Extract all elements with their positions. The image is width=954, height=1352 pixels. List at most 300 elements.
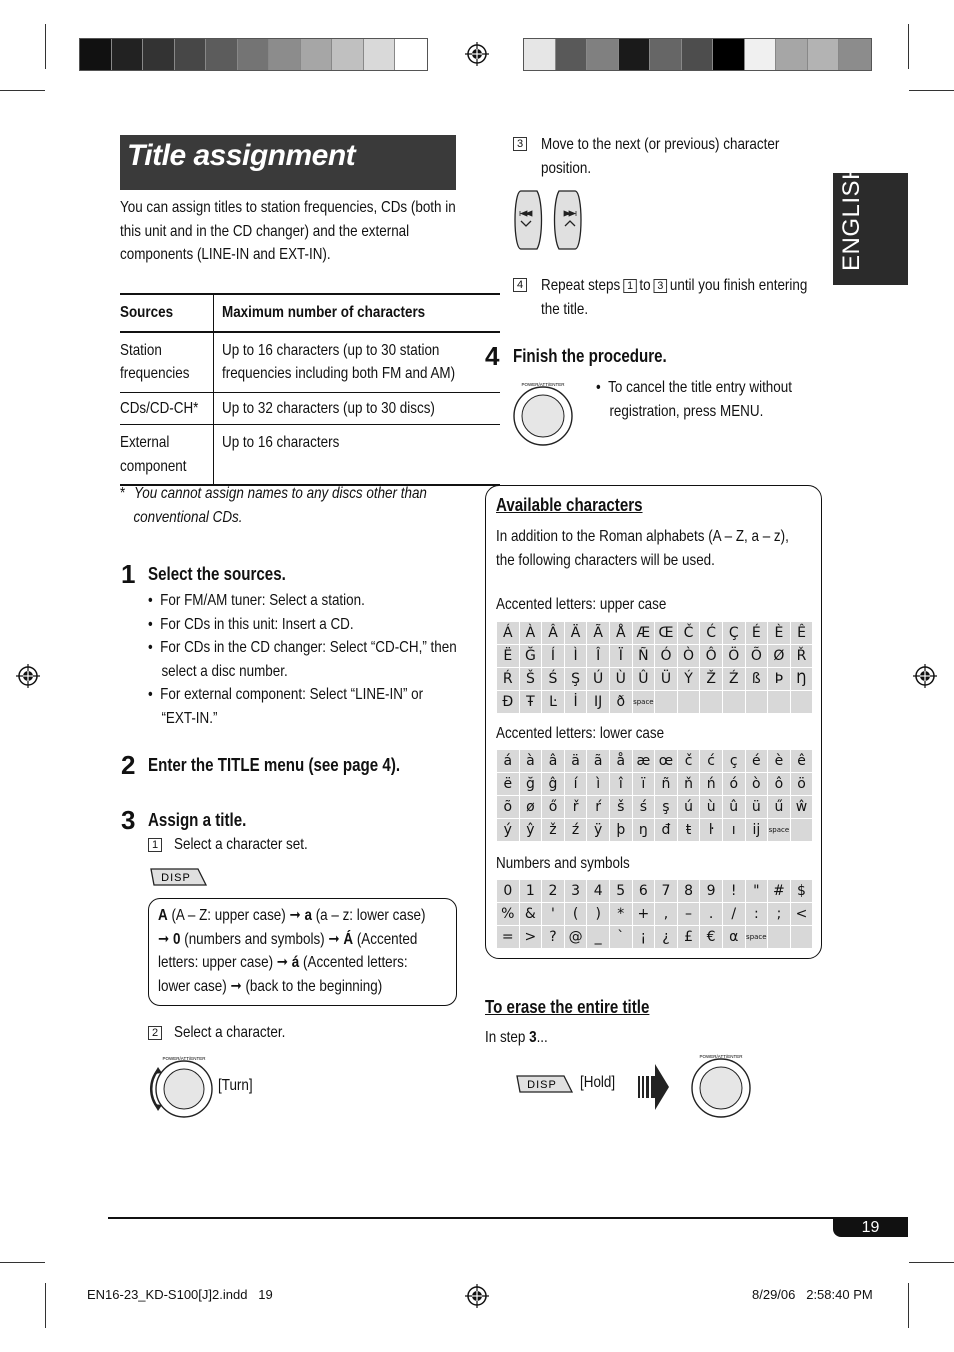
table-cell [214,392,500,425]
character-cell: / [723,903,746,926]
control-dial-icon[interactable] [688,1050,754,1120]
character-cell: @ [565,926,588,949]
sequence-text-part: (A – Z: upper case) [167,907,290,924]
character-cell: û [723,796,746,819]
desc-line: the following characters will be used. [496,551,715,569]
table-row [120,425,500,486]
color-swatch [556,39,588,70]
language-tab [833,162,908,285]
character-cell: Í [542,645,565,668]
substep-2 [148,1024,307,1042]
color-swatch [395,39,427,70]
next-button[interactable] [555,191,582,249]
bullet-text: For CDs in the CD changer: Select “CD-CH,” then [160,639,457,656]
character-cell: Ř [791,645,814,668]
character-cell: 2 [542,880,565,903]
character-cell: é [746,750,769,773]
substep-4 [513,274,859,321]
step-heading: Assign a title. [148,810,247,830]
character-cell [791,819,814,842]
step-heading: Select the sources. [148,564,286,584]
footnote-line: conventional CDs. [133,508,243,526]
color-swatch [238,39,270,70]
disp-label: DISP [527,1079,557,1091]
color-swatch [80,39,112,70]
cell-text: External [120,434,170,451]
character-cell: ŀ [700,819,723,842]
cell-text: component [120,457,187,475]
character-cell: 6 [633,880,656,903]
bullet-item: • For CDs in the CD changer: Select “CD-CH,” then [148,639,457,656]
character-cell: Î [587,645,610,668]
character-cell: İ [565,691,588,714]
character-cell: Þ [768,668,791,691]
available-desc [496,525,789,572]
crop-mark [0,1262,45,1263]
dial-label: POWER/ATT/ENTER [521,382,565,387]
character-cell: α [723,926,746,949]
character-cell: đ [655,819,678,842]
erase-step-num: 3 [529,1029,537,1046]
character-cell: õ [497,796,520,819]
character-cell: Ñ [633,645,656,668]
character-cell [700,691,723,714]
page-number: 19 [833,1218,908,1237]
footer-file-info: EN16-23_KD-S100[J]2.indd 19 [87,1287,273,1302]
character-cell: å [610,750,633,773]
page-title-box [120,135,456,190]
character-cell: space [633,691,656,714]
color-swatch [745,39,777,70]
character-cell: 8 [678,880,701,903]
character-cell: Ŧ [520,691,543,714]
table-row [120,392,500,425]
previous-button[interactable] [515,191,542,249]
cell-text: frequencies including both FM and AM) [222,365,456,382]
character-cell: Ù [610,668,633,691]
character-cell: 0 [497,880,520,903]
substep-line: Repeat steps [541,277,625,294]
erase-text: In step [485,1029,530,1046]
dial-label: POWER/ATT/ENTER [162,1056,206,1061]
bullet-text: registration, press MENU. [609,402,764,420]
character-cell: Ś [542,668,565,691]
sequence-line [158,928,425,952]
character-cell: ń [700,773,723,796]
character-cell: Ä [565,622,588,645]
character-cell: $ [791,880,814,903]
cell-text: frequencies [120,365,190,382]
character-cell: Ì [565,645,588,668]
color-swatch [112,39,144,70]
character-cell: – [678,903,701,926]
character-cell: ź [565,819,588,842]
character-cell: ù [700,796,723,819]
crop-mark [908,1283,909,1328]
substep-line: Move to the next (or previous) character [541,136,780,153]
character-cell: . [700,903,723,926]
sequence-text-part: (Accented letters: [299,954,408,971]
character-cell [746,691,769,714]
character-cell: ê [791,750,814,773]
step4-bullet [596,376,792,423]
character-cell: ŋ [633,819,656,842]
table-cell [214,425,500,486]
character-cell: æ [633,750,656,773]
bullet-text: For CDs in this unit: Insert a CD. [160,615,354,633]
character-cell: Ö [723,645,746,668]
character-cell: = [497,926,520,949]
character-cell: œ [655,750,678,773]
table-header-row [120,294,500,332]
character-cell: ` [610,926,633,949]
character-cell: Ĳ [587,691,610,714]
table-header [214,294,500,332]
footer-rule [108,1217,908,1219]
character-cell: Ó [655,645,678,668]
character-cell: č [678,750,701,773]
character-cell: Ź [723,668,746,691]
disp-label: DISP [161,872,191,884]
character-cell [678,691,701,714]
registration-mark-icon [465,42,489,66]
available-heading: Available characters [496,495,643,515]
registration-mark-icon [465,1284,489,1308]
character-cell: Ć [700,622,723,645]
character-cell [791,691,814,714]
table-cell [120,425,214,486]
character-cell: space [768,819,791,842]
bullet-item: • For FM/AM tuner: Select a station. [148,592,365,609]
character-cell: _ [587,926,610,949]
character-cell: ŕ [587,796,610,819]
prev-next-buttons [511,189,585,251]
registration-mark-icon [913,664,937,688]
color-swatch [301,39,333,70]
color-swatch [808,39,840,70]
character-cell: Ý [678,668,701,691]
cell-text: CDs/CD-CH* [120,399,199,417]
character-cell: ř [565,796,588,819]
step-heading: Enter the TITLE menu (see page 4). [148,755,401,775]
character-cell: ÿ [587,819,610,842]
character-cell: š [610,796,633,819]
lower-case-label: Accented letters: lower case [496,725,665,742]
numbers-label: Numbers and symbols [496,855,630,872]
character-cell: * [610,903,633,926]
sequence-line [158,975,425,999]
sequence-text-part: (a – z: lower case) [311,907,426,924]
arrow-right-icon [636,1062,670,1112]
character-cell: Õ [746,645,769,668]
character-cell: ð [610,691,633,714]
erase-heading: To erase the entire title [485,997,650,1017]
step-ref: 3 [654,279,668,293]
character-cell: ŵ [791,796,814,819]
cell-text: Up to 32 characters (up to 30 discs) [222,399,436,417]
character-cell: Ê [791,622,814,645]
character-cell: þ [610,819,633,842]
sequence-text-part: (Accented [353,930,418,948]
color-swatch [332,39,364,70]
disp-button[interactable] [148,868,208,886]
desc-line: In addition to the Roman alphabets (A – Z, a – z), [496,528,789,545]
character-cell: É [746,622,769,645]
sequence-bold: 0 [173,930,181,948]
character-cell: Â [542,622,565,645]
dial-label: POWER/ATT/ENTER [699,1054,743,1059]
intro-paragraph: You can assign titles to station frequencies, CDs (both in this unit and in the CD changer) and the external components (LINE-IN and EXT-IN). [120,199,456,263]
arrow-icon: ➞ [276,954,289,971]
substep-line: to [636,277,655,294]
character-cell: ñ [655,773,678,796]
bullet-item: • For external component: Select “LINE-IN” or [148,686,424,703]
sequence-text-part: (back to the beginning) [241,977,383,995]
upper-case-grid [497,622,813,714]
arrow-icon: ➞ [328,930,340,948]
color-swatch [364,39,396,70]
character-cell: Œ [655,622,678,645]
color-swatch [839,39,871,70]
color-swatch [619,39,651,70]
color-swatch [682,39,714,70]
character-cell: ( [565,903,588,926]
character-cell: ş [655,796,678,819]
bullet-text: For external component: Select “LINE-IN” or [160,686,424,703]
step-heading: Finish the procedure. [513,346,667,366]
character-cell: Ž [700,668,723,691]
substep-line: position. [541,159,592,177]
sequence-line [158,904,425,928]
character-cell: ë [497,773,520,796]
character-cell: # [768,880,791,903]
color-swatch [206,39,238,70]
cell-text: Up to 16 characters (up to 30 station [222,341,440,359]
upper-case-label: Accented letters: upper case [496,596,667,613]
control-dial-turn-icon[interactable] [144,1052,216,1120]
character-cell: ö [791,773,814,796]
character-cell: Ã [587,622,610,645]
character-cell [768,691,791,714]
step-bullets [148,589,457,730]
character-cell: ü [746,796,769,819]
crop-mark [0,90,45,91]
character-cell: space [746,926,769,949]
disp-button[interactable] [514,1075,574,1093]
character-cell: à [520,750,543,773]
erase-text: ... [536,1029,548,1046]
character-cell: ¿ [655,926,678,949]
character-cell: ¡ [633,926,656,949]
character-cell: Ş [565,668,588,691]
bullet-text: To cancel the title entry without [608,379,792,396]
character-cell [723,691,746,714]
character-cell: Ç [723,622,746,645]
character-cell: Ï [610,645,633,668]
character-cell: Ô [700,645,723,668]
table-cell [120,392,214,425]
character-cell: > [520,926,543,949]
color-swatch [587,39,619,70]
color-swatch [776,39,808,70]
color-swatch [650,39,682,70]
character-cell: 7 [655,880,678,903]
character-cell: Ò [678,645,701,668]
character-cell: À [520,622,543,645]
character-cell: € [700,926,723,949]
table-header [120,294,214,332]
character-cell: Ø [768,645,791,668]
character-cell: ı [723,819,746,842]
page-title: Title assignment [127,139,356,172]
sequence-bold: a [304,907,312,924]
registration-mark-icon [16,664,40,688]
substep-line: until you finish entering [666,277,808,294]
sources-table [120,293,500,486]
character-cell: 4 [587,880,610,903]
color-swatch [524,39,556,70]
sequence-text [158,904,425,998]
character-cell: ŷ [520,819,543,842]
substep-number: 3 [513,137,527,151]
erase-in-step [485,1029,548,1047]
sequence-text-part: lower case) [158,977,231,995]
substep-number: 2 [148,1026,162,1040]
color-swatch [713,39,745,70]
character-cell: 9 [700,880,723,903]
character-cell: ý [497,819,520,842]
lower-case-grid [497,750,813,842]
character-cell: ŧ [678,819,701,842]
character-cell: ã [587,750,610,773]
character-cell: ć [700,750,723,773]
substep-text [541,274,807,321]
step-number: 3 [121,805,136,835]
footnote-mark: * [120,485,126,502]
bullet-dot: • [596,379,609,396]
bullet-text: For FM/AM tuner: Select a station. [160,592,365,609]
character-cell: ' [542,903,565,926]
crop-mark [909,90,954,91]
character-cell: Ë [497,645,520,668]
character-cell: ĳ [746,819,769,842]
character-cell [768,926,791,949]
character-cell: ø [520,796,543,819]
crop-mark [908,24,909,69]
character-cell [655,691,678,714]
sequence-bold: A [158,907,168,924]
character-cell: ä [565,750,588,773]
character-cell: î [610,773,633,796]
character-cell: Æ [633,622,656,645]
character-cell: ; [768,903,791,926]
character-cell: + [633,903,656,926]
turn-label: [Turn] [218,1077,253,1094]
character-cell: â [542,750,565,773]
cell-text: Station [120,341,162,359]
character-cell: ž [542,819,565,842]
substep-text [541,133,779,180]
substep-1 [148,836,334,854]
color-swatch [143,39,175,70]
sequence-bold: Á [343,930,354,948]
bullet-text: “EXT-IN.” [161,709,218,727]
substep-3 [513,133,825,180]
step-number: 2 [121,750,136,780]
color-swatch [175,39,207,70]
character-cell: ß [746,668,769,691]
color-bar-right [523,38,872,71]
character-cell: Đ [497,691,520,714]
character-cell: è [768,750,791,773]
crop-mark [909,1262,954,1263]
character-cell: ś [633,796,656,819]
character-cell: , [655,903,678,926]
character-cell: ğ [520,773,543,796]
crop-mark [45,24,46,69]
language-tab-label: ENGLISH [838,162,865,271]
character-cell: ) [587,903,610,926]
table-cell [214,332,500,393]
character-cell: Å [610,622,633,645]
character-cell: Č [678,622,701,645]
character-cell: 1 [520,880,543,903]
character-cell: í [565,773,588,796]
character-cell: ó [723,773,746,796]
character-cell: 5 [610,880,633,903]
numbers-grid [497,880,813,949]
bullet-item [148,660,457,684]
character-cell: ĝ [542,773,565,796]
step-number: 4 [485,341,500,371]
bullet-text: select a disc number. [161,662,288,680]
color-bar-left [79,38,428,71]
character-cell: Ú [587,668,610,691]
character-cell: < [791,903,814,926]
character-cell: Ŕ [497,668,520,691]
table-row [120,332,500,393]
arrow-icon: ➞ [230,977,242,995]
character-cell: á [497,750,520,773]
character-cell: Ŀ [542,691,565,714]
character-cell: Ŋ [791,668,814,691]
character-cell: Š [520,668,543,691]
character-cell: Á [497,622,520,645]
footnote-line: You cannot assign names to any discs other than [134,485,427,502]
sequence-bold: á [291,954,300,971]
arrow-icon: ➞ [289,907,301,924]
character-cell: Ğ [520,645,543,668]
character-cell: 3 [565,880,588,903]
substep-number: 4 [513,278,527,292]
character-cell: È [768,622,791,645]
character-cell: ò [746,773,769,796]
character-cell: ű [768,796,791,819]
character-cell: ì [587,773,610,796]
character-cell: ? [542,926,565,949]
substep-number: 1 [148,838,162,852]
character-cell: % [497,903,520,926]
control-dial-icon[interactable] [510,378,576,448]
substep-text: Select a character. [174,1024,286,1041]
footnote [120,482,427,529]
sequence-text-part: (numbers and symbols) [180,930,329,948]
character-cell: : [746,903,769,926]
sequence-line [158,951,425,975]
character-cell: ň [678,773,701,796]
character-cell [791,926,814,949]
character-cell: & [520,903,543,926]
